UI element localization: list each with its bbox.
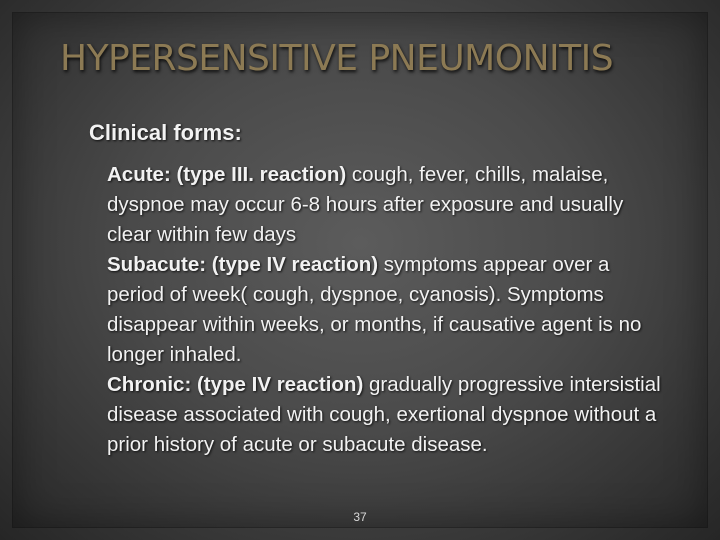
list-item-lead: Acute: (type III. reaction): [107, 163, 347, 186]
list-item-text: symptoms appear over a period of week( cough, dyspnoe, cyanosis). Symptoms disappear within weeks, or months, if causative agent is no longer inhaled.: [107, 253, 642, 366]
list-item-subacute: [107, 250, 667, 370]
list-item-lead: Chronic: (type IV reaction): [107, 373, 364, 396]
clinical-forms-list: [107, 160, 667, 460]
list-item-text: gradually progressive intersistial disease associated with cough, exertional dyspnoe without a prior history of acute or subacute disease.: [107, 373, 661, 456]
list-item-acute: [107, 160, 667, 250]
list-item-text: cough, fever, chills, malaise, dyspnoe may occur 6-8 hours after exposure and usually clear within few days: [107, 163, 624, 246]
page-number: 37: [353, 510, 367, 524]
list-item-chronic: [107, 370, 667, 460]
slide-title: HYPERSENSITIVE PNEUMONITIS: [60, 38, 614, 79]
section-heading: Clinical forms:: [89, 120, 242, 145]
list-item-lead: Subacute: (type IV reaction): [107, 253, 379, 276]
